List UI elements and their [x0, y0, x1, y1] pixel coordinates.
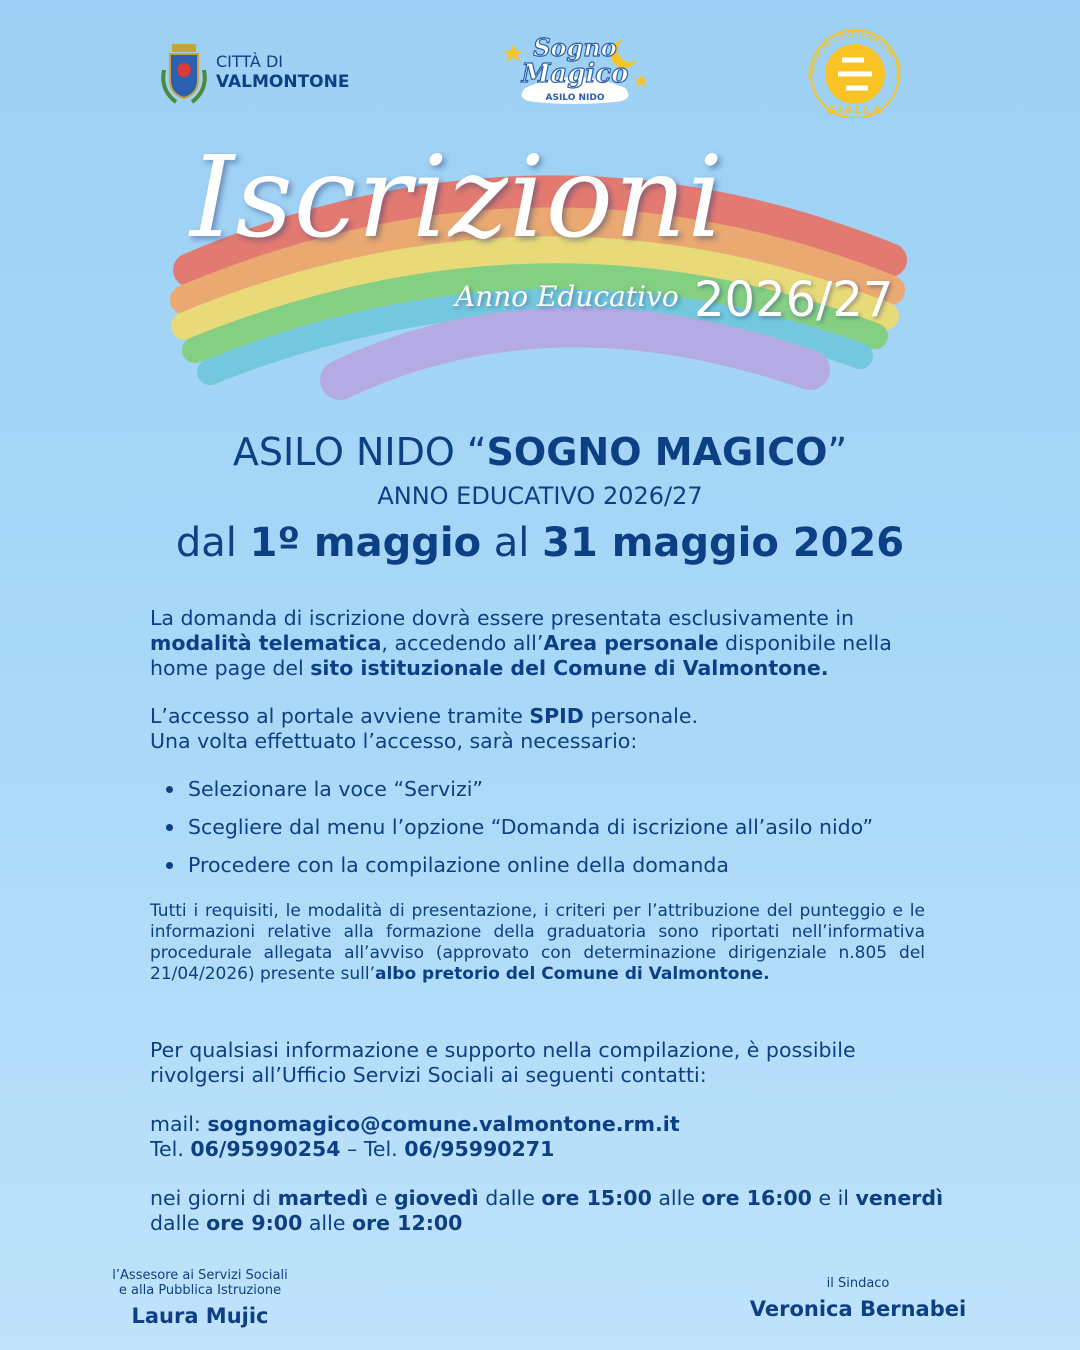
paragraph-application-mode — [150, 606, 925, 681]
emphasis: giovedì — [393, 1186, 479, 1210]
enrollment-dates — [0, 520, 1080, 566]
city-crest-icon — [158, 40, 210, 106]
list-item: Procedere con la compilazione online della domanda — [150, 852, 950, 890]
text: nei giorni di — [150, 1186, 278, 1210]
dates-word: dal — [175, 520, 250, 566]
signature-sindaco — [740, 1276, 976, 1321]
city-of-valmontone-logo — [158, 40, 368, 110]
list-item: Scegliere dal menu l’opzione “Domanda di iscrizione all’asilo nido” — [150, 814, 950, 852]
paragraph-requirements — [150, 901, 925, 985]
text: alle — [651, 1186, 702, 1210]
signature-role: il Sindaco — [826, 1276, 890, 1291]
text: – Tel. — [340, 1137, 405, 1161]
coop-name: GIALLA — [826, 104, 884, 117]
star-icon — [503, 44, 523, 62]
text: La domanda di iscrizione dovrà essere presentata esclusivamente in — [150, 606, 855, 630]
sogno-logo-text-3: ASILO NIDO — [545, 93, 605, 103]
text: e — [368, 1186, 394, 1210]
text: mail: — [150, 1112, 208, 1136]
text: disponibile nella home page del — [150, 631, 892, 680]
star-icon — [634, 74, 648, 87]
sogno-logo-text-1: Sogno — [533, 33, 617, 62]
emphasis: sito istituzionale del Comune di Valmontone. — [310, 656, 829, 680]
emphasis: ore 16:00 — [701, 1186, 812, 1210]
phone-link[interactable]: 06/95990271 — [404, 1137, 555, 1161]
text: Tel. — [150, 1137, 191, 1161]
end-date: 31 maggio 2026 — [542, 520, 905, 566]
text: dalle — [478, 1186, 542, 1210]
start-date: 1º maggio — [249, 520, 482, 566]
text: L’accesso al portale avviene tramite — [150, 704, 530, 728]
emphasis: ore 9:00 — [206, 1211, 303, 1235]
coop-ring-text: SOCIETÀ COOPERATIVA SOC — [806, 29, 904, 81]
signature-role: e alla Pubblica Istruzione — [118, 1283, 282, 1298]
headline-suffix: ” — [827, 430, 848, 474]
text: Una volta effettuato l’accesso, sarà necessario: — [150, 729, 638, 753]
office-hours — [150, 1186, 950, 1236]
emphasis: venerdì — [855, 1186, 944, 1210]
emphasis: ore 15:00 — [541, 1186, 652, 1210]
headline-name: SOGNO MAGICO — [486, 430, 828, 474]
hero-title: Iscrizioni — [190, 133, 725, 263]
text: , accedendo all’ — [381, 631, 544, 655]
signature-name: Veronica Bernabei — [749, 1297, 967, 1321]
signature-role: l’Assesore ai Servizi Sociali — [112, 1268, 288, 1283]
text: personale. — [583, 704, 698, 728]
list-item: Selezionare la voce “Servizi” — [150, 776, 950, 814]
sogno-magico-logo — [495, 26, 655, 108]
paragraph-support: Per qualsiasi informazione e supporto nella compilazione, è possibile rivolgersi all’Ufficio Servizi Sociali ai seguenti contatti: — [150, 1038, 856, 1087]
phone-link[interactable]: 06/95990254 — [190, 1137, 341, 1161]
contacts — [150, 1112, 925, 1162]
email-link[interactable]: sognomagico@comune.valmontone.rm.it — [207, 1112, 680, 1136]
emphasis: Area personale — [543, 631, 719, 655]
hero-subtitle: Anno Educativo — [455, 280, 679, 313]
text: alle — [302, 1211, 352, 1235]
dates-word: al — [481, 520, 543, 566]
text: dalle — [150, 1211, 207, 1235]
headline-prefix: ASILO NIDO “ — [232, 430, 487, 474]
headline — [0, 430, 1080, 474]
text: e il — [811, 1186, 856, 1210]
emphasis: SPID — [529, 704, 584, 728]
emphasis: ore 12:00 — [351, 1211, 463, 1235]
text: Tutti i requisiti, le modalità di presentazione, i criteri per l’attribuzione del punteggio e le informazioni relative alla formazione della graduatoria sono riportati nell’informativa procedurale allegata all’avviso (approvato con determinazione dirigenziale n.805 del 21/04/2026) presente sull’ — [150, 901, 925, 984]
city-label: CITTÀ DI — [216, 52, 283, 71]
emphasis: albo pretorio del Comune di Valmontone. — [374, 964, 770, 984]
coop-gialla-logo — [800, 22, 910, 118]
emphasis: modalità telematica — [150, 631, 382, 655]
sogno-logo-text-2: Magico — [521, 59, 629, 89]
emphasis: martedì — [277, 1186, 369, 1210]
signature-name: Laura Mujic — [131, 1304, 269, 1328]
subhead: ANNO EDUCATIVO 2026/27 — [377, 482, 703, 510]
paragraph-spid-access — [150, 704, 925, 754]
steps-list — [150, 776, 950, 890]
city-name: VALMONTONE — [216, 72, 350, 92]
hero-year: 2026/27 — [694, 272, 894, 328]
signature-assessore — [100, 1268, 300, 1328]
